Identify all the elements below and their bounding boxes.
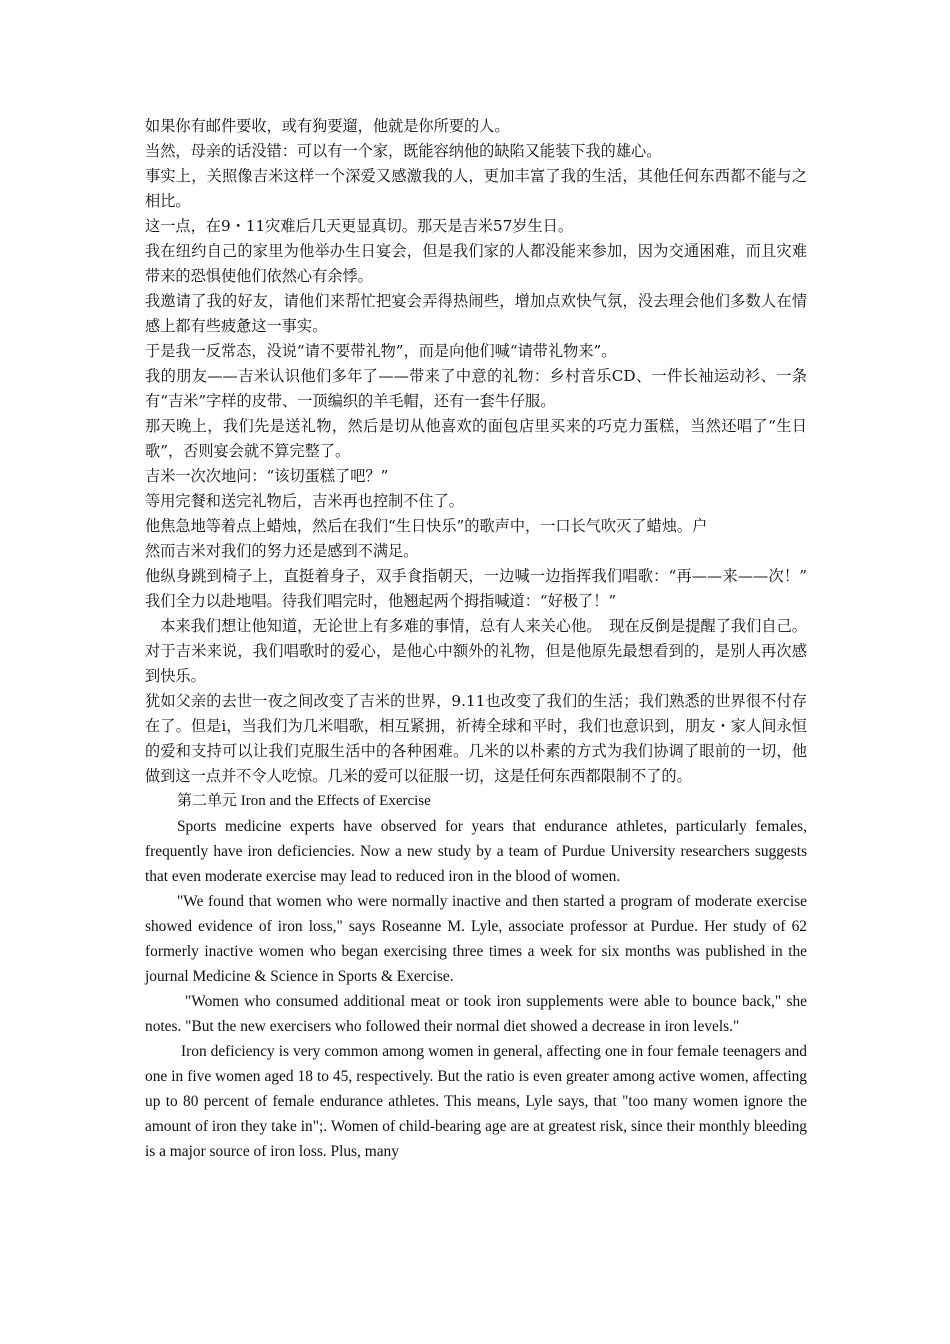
- paragraph-en-3: "Women who consumed additional meat or took iron supplements were able to bounce back," she notes. "But the new exercisers who followed their normal diet showed a decrease in iron levels.": [145, 993, 807, 1035]
- paragraph-cn-7: 于是我一反常态，没说“请不要带礼物”，而是向他们喊“请带礼物来”。: [145, 342, 617, 360]
- paragraph-cn-2: 当然，母亲的话没错：可以有一个家，既能容纳他的缺陷又能装下我的雄心。: [145, 142, 662, 160]
- paragraph-en-4: Iron deficiency is very common among women in general, affecting one in four female teenagers and one in five women aged 18 to 45, respectively. But the ratio is even greater among active women, affecting up to 80 percent of female endurance athletes. This means, Lyle says, that "too many women ignore the amount of iron they take in";. Women of child-bearing age are at greatest risk, since their monthly bleeding is a major source of iron loss. Plus, many: [145, 1043, 807, 1160]
- paragraph-cn-10: 吉米一次次地问：“该切蛋糕了吧？”: [145, 467, 389, 485]
- paragraph-cn-4: 这一点，在9・11灾难后几天更显真切。那天是吉米57岁生日。: [145, 217, 574, 235]
- paragraph-cn-6: 我邀请了我的好友，请他们来帮忙把宴会弄得热闹些，增加点欢快气氛，没去理会他们多数人在情感上都有些疲惫这一事实。: [145, 292, 807, 335]
- paragraph-en-1: Sports medicine experts have observed for years that endurance athletes, particularly females, frequently have iron deficiencies. Now a new study by a team of Purdue University researchers suggests that even moderate exercise may lead to reduced iron in the blood of women.: [145, 818, 807, 885]
- paragraph-cn-1: 如果你有邮件要收，或有狗要遛，他就是你所要的人。: [145, 117, 510, 135]
- paragraph-cn-15: 本来我们想让他知道，无论世上有多难的事情，总有人来关心他。 现在反倒是提醒了我们自己。对于吉米来说，我们唱歌时的爱心，是他心中额外的礼物，但是他原先最想看到的，是别人再次感到快乐。: [145, 617, 807, 685]
- paragraph-cn-16: 犹如父亲的去世一夜之间改变了吉米的世界，9.11也改变了我们的生活；我们熟悉的世界很不付存在了。但是i，当我们为几米唱歌，相互紧拥，祈祷全球和平时，我们也意识到，朋友・家人间永恒的爱和支持可以让我们克服生活中的各种困难。几米的以朴素的方式为我们协调了眼前的一切，他做到这一点并不令人吃惊。几米的爱可以征服一切，这是任何东西都限制不了的。: [145, 692, 807, 785]
- paragraph-cn-13: 然而吉米对我们的努力还是感到不满足。: [145, 542, 419, 560]
- paragraph-cn-8: 我的朋友——吉米认识他们多年了——带来了中意的礼物：乡村音乐CD、一件长袖运动衫、一条有“吉米”字样的皮带、一顶编织的羊毛帽，还有一套牛仔服。: [145, 367, 807, 410]
- paragraph-en-2: "We found that women who were normally inactive and then started a program of moderate exercise showed evidence of iron loss," says Roseanne M. Lyle, associate professor at Purdue. Her study of 62 formerly inactive women who began exercising three times a week for six months was published in the journal Medicine & Science in Sports & Exercise.: [145, 893, 807, 985]
- paragraph-cn-3: 事实上，关照像吉米这样一个深爱又感激我的人，更加丰富了我的生活，其他任何东西都不能与之相比。: [145, 167, 807, 210]
- paragraph-cn-5: 我在纽约自己的家里为他举办生日宴会，但是我们家的人都没能来参加，因为交通困难，而且灾难带来的恐惧使他们依然心有余悸。: [145, 242, 807, 285]
- paragraph-cn-11: 等用完餐和送完礼物后，吉米再也控制不住了。: [145, 492, 464, 510]
- document-page: [145, 114, 807, 1164]
- paragraph-cn-9: 那天晚上，我们先是送礼物，然后是切从他喜欢的面包店里买来的巧克力蛋糕，当然还唱了“生日歌”，否则宴会就不算完整了。: [145, 417, 807, 460]
- paragraph-cn-14: 他纵身跳到椅子上，直挺着身子，双手食指朝天，一边喊一边指挥我们唱歌：“再——来——次！” 我们全力以赴地唱。待我们唱完时，他翘起两个拇指喊道：“好极了！”: [145, 567, 807, 610]
- unit-heading: 第二单元 Iron and the Effects of Exercise: [177, 793, 431, 809]
- paragraph-cn-12: 他焦急地等着点上蜡烛，然后在我们“生日快乐”的歌声中，一口长气吹灭了蜡烛。户: [145, 517, 708, 535]
